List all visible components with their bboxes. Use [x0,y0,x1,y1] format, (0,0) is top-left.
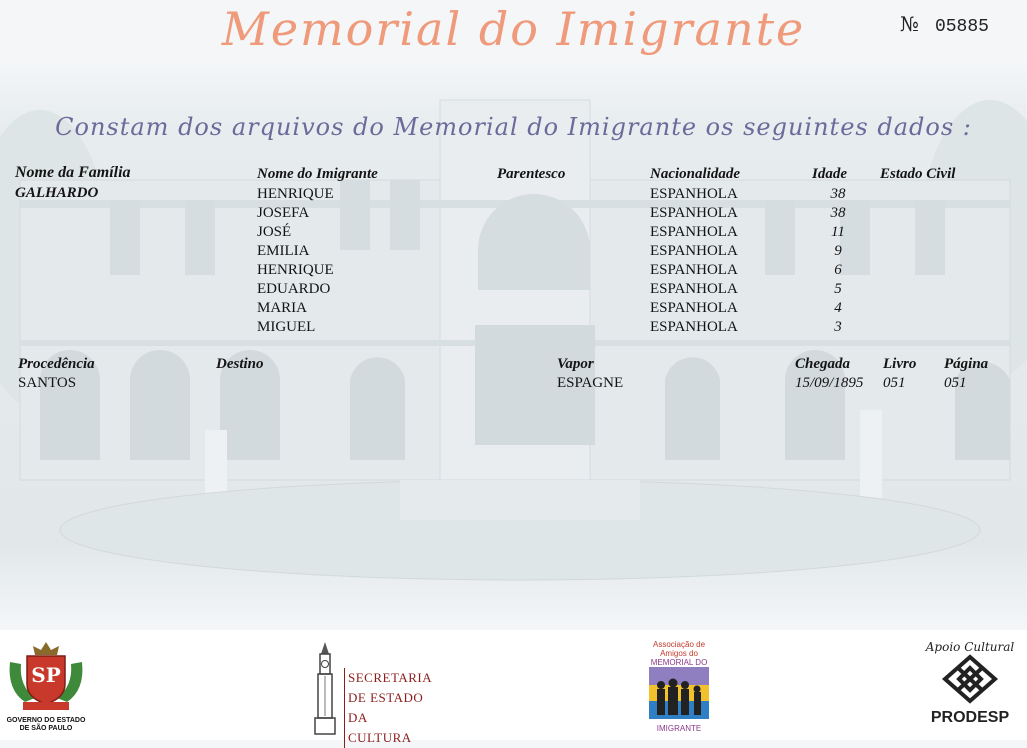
certificate-number [900,12,989,37]
prodesp-logo [915,640,1025,738]
age-value: 6 [834,262,842,278]
nationality-value: ESPANHOLA [650,262,738,278]
secretaria-line3: DA CULTURA [348,710,412,745]
immigrant-name: MARIA [257,300,308,316]
age-value: 3 [834,319,842,335]
seal-letters: SP [31,663,61,687]
assoc-line2: Amigos do [660,649,698,658]
sp-coat-of-arms-icon [5,640,87,712]
nationality-value: ESPANHOLA [650,186,738,202]
footer-logos [0,630,1027,740]
immigrant-name: JOSEFA [257,205,310,221]
age-value: 11 [831,224,845,240]
associacao-amigos-logo [645,640,713,738]
sp-gov-line1: GOVERNO DO ESTADO [6,717,86,724]
prodesp-emblem-icon [940,654,1000,704]
nationality-header: Nacionalidade [650,166,740,182]
immigrant-name: JOSÉ [257,224,292,240]
age-value: 38 [830,186,846,202]
age-list [818,185,858,337]
age-header: Idade [812,166,847,182]
certificate-title: Memorial do Imigrante [221,2,806,56]
nationality-value: ESPANHOLA [650,300,738,316]
immigrant-name: HENRIQUE [257,186,334,202]
age-value: 38 [830,205,846,221]
arrival-value: 15/09/1895 [795,375,864,391]
secretaria-cultura-logo [310,640,433,745]
nationality-list [650,185,738,337]
prodesp-name: PRODESP [930,709,1010,726]
sp-gov-line2: DE SÃO PAULO [19,725,73,732]
secretaria-line1: SECRETARIA [348,670,433,685]
family-name-header: Nome da Família [15,164,131,181]
number-symbol: № [900,12,919,36]
ship-value: ESPAGNE [557,375,624,391]
certificate-subtitle: Constam dos arquivos do Memorial do Imigrante os seguintes dados : [55,113,972,141]
immigrant-name-list [257,185,334,337]
nationality-value: ESPANHOLA [650,243,738,259]
building-background-image [0,60,1027,630]
origin-value: SANTOS [18,375,77,391]
page-value: 051 [944,375,967,391]
immigrant-name: HENRIQUE [257,262,334,278]
page-header: Página [944,356,989,372]
secretaria-line2: DE ESTADO [348,690,424,705]
book-header: Livro [883,356,917,372]
immigrant-family-icon [649,667,709,719]
age-value: 5 [834,281,842,297]
clock-tower-icon [310,640,340,736]
immigrant-name: MIGUEL [257,319,316,335]
age-value: 4 [834,300,842,316]
destination-header: Destino [216,356,264,372]
assoc-line4: IMIGRANTE [656,724,702,733]
nationality-value: ESPANHOLA [650,281,738,297]
ship-header: Vapor [557,356,594,372]
nationality-value: ESPANHOLA [650,319,738,335]
age-value: 9 [834,243,842,259]
nationality-value: ESPANHOLA [650,205,738,221]
marital-status-header: Estado Civil [880,166,956,182]
relationship-header: Parentesco [497,166,566,182]
immigrant-name-header: Nome do Imigrante [257,166,378,182]
immigrant-name: EDUARDO [257,281,331,297]
assoc-line3: MEMORIAL DO [650,658,708,667]
certificate-number-value: 05885 [934,17,989,37]
immigrant-name: EMILIA [257,243,310,259]
origin-header: Procedência [18,356,95,372]
arrival-header: Chegada [795,356,851,372]
nationality-value: ESPANHOLA [650,224,738,240]
book-value: 051 [883,375,906,391]
sp-government-logo [5,640,87,738]
apoio-cultural-label: Apoio Cultural [925,640,1015,654]
family-name-value: GALHARDO [15,185,99,201]
assoc-line1: Associação de [652,640,706,649]
